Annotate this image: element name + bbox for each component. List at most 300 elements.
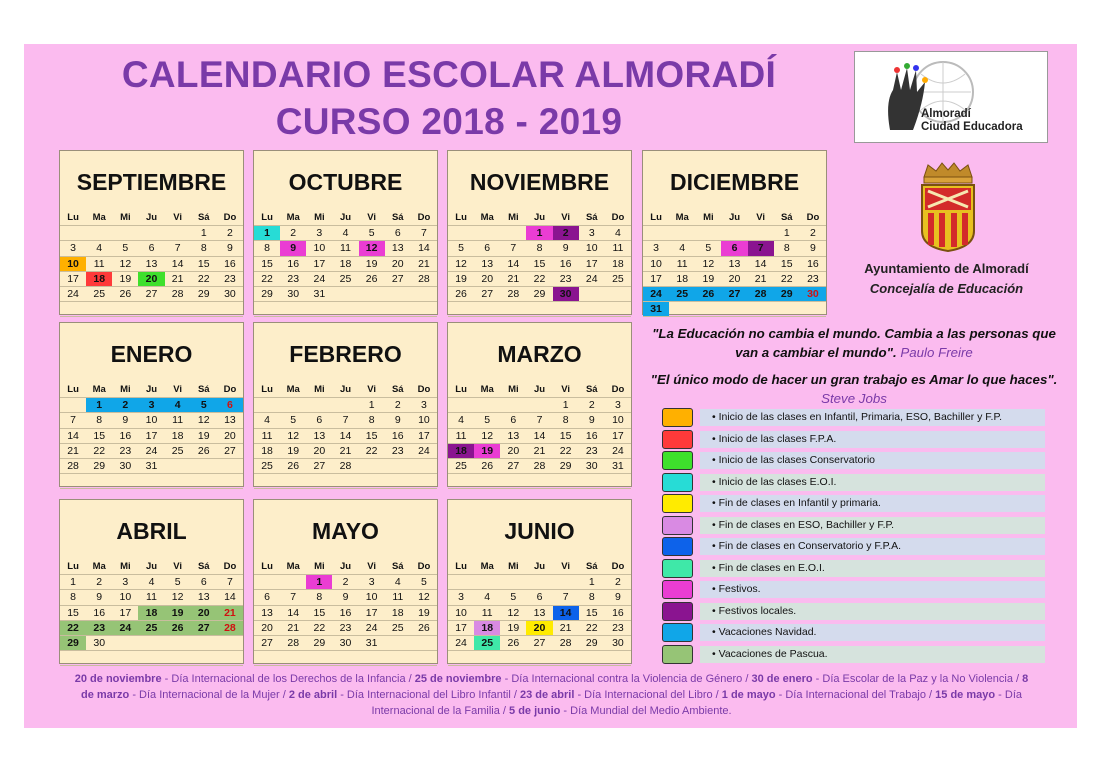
day-cell: 6: [721, 241, 747, 256]
day-cell: 31: [138, 459, 164, 474]
day-cell: 23: [86, 621, 112, 636]
day-cell: 21: [217, 606, 243, 621]
footer-description: - Día Internacional contra la Violencia de Género /: [501, 673, 752, 685]
empty-cell: [748, 302, 774, 317]
weekday-header: Vi: [553, 383, 579, 398]
empty-cell: [60, 398, 86, 413]
day-cell: 2: [605, 575, 631, 590]
day-cell: 26: [191, 444, 217, 459]
footer-description: - Día Internacional del Libro Infantil /: [337, 689, 520, 701]
empty-cell: [553, 651, 579, 666]
empty-cell: [60, 651, 86, 666]
day-cell: 7: [500, 241, 526, 256]
day-cell: 10: [112, 590, 138, 605]
footer-notes: [74, 671, 1029, 719]
empty-cell: [411, 636, 437, 651]
month-name: ABRIL: [116, 518, 187, 544]
legend-item: [662, 407, 1047, 429]
empty-cell: [86, 474, 112, 489]
month-junio: [447, 499, 632, 664]
day-cell: 21: [553, 621, 579, 636]
day-cell: 28: [411, 272, 437, 287]
day-cell: 2: [385, 398, 411, 413]
day-cell: 15: [774, 257, 800, 272]
day-cell: 3: [138, 398, 164, 413]
empty-cell: [385, 287, 411, 302]
day-cell: 24: [605, 444, 631, 459]
legend-swatch: [662, 408, 693, 427]
day-cell: 24: [448, 636, 474, 651]
weekday-header: Mi: [500, 211, 526, 226]
day-cell: 27: [500, 459, 526, 474]
footer-description: - Día Internacional de la Familia /: [371, 689, 1022, 717]
empty-cell: [526, 302, 552, 317]
day-cell: 23: [385, 444, 411, 459]
empty-cell: [579, 474, 605, 489]
legend-label: • Festivos.: [700, 581, 1045, 598]
day-cell: 14: [553, 606, 579, 621]
day-cell: 13: [191, 590, 217, 605]
day-cell: 11: [254, 429, 280, 444]
day-cell: 20: [306, 444, 332, 459]
day-cell: 14: [280, 606, 306, 621]
day-cell: 8: [553, 413, 579, 428]
day-cell: 21: [411, 257, 437, 272]
empty-cell: [138, 636, 164, 651]
empty-cell: [774, 302, 800, 317]
weekday-header: Ju: [526, 211, 552, 226]
day-cell: 1: [86, 398, 112, 413]
empty-cell: [332, 474, 358, 489]
day-cell: 28: [526, 459, 552, 474]
day-cell: 22: [526, 272, 552, 287]
weekday-header: Vi: [165, 383, 191, 398]
month-febrero: [253, 322, 438, 487]
day-cell: 4: [332, 226, 358, 241]
weekday-header: Sá: [579, 211, 605, 226]
day-cell: 20: [254, 621, 280, 636]
day-cell: 11: [332, 241, 358, 256]
day-cell: 29: [86, 459, 112, 474]
day-cell: 17: [138, 429, 164, 444]
legend-swatch: [662, 430, 693, 449]
day-cell: 10: [306, 241, 332, 256]
day-cell: 20: [721, 272, 747, 287]
day-cell: 19: [474, 444, 500, 459]
day-cell: 26: [165, 621, 191, 636]
empty-cell: [500, 302, 526, 317]
weekday-header: Lu: [448, 560, 474, 575]
empty-cell: [112, 302, 138, 317]
empty-cell: [800, 302, 826, 317]
day-cell: 27: [191, 621, 217, 636]
day-cell: 5: [448, 241, 474, 256]
footer-date: 20 de noviembre: [74, 673, 162, 685]
weekday-header: Do: [411, 560, 437, 575]
legend-swatch: [662, 494, 693, 513]
day-cell: 24: [306, 272, 332, 287]
weekday-header: Ju: [138, 211, 164, 226]
month-name: ENERO: [110, 341, 193, 367]
day-cell: 10: [60, 257, 86, 272]
day-cell: 12: [112, 257, 138, 272]
legend-swatch: [662, 516, 693, 535]
day-cell: 28: [60, 459, 86, 474]
day-cell: 12: [474, 429, 500, 444]
empty-cell: [191, 474, 217, 489]
legend-label: • Fin de clases en ESO, Bachiller y F.P.: [700, 517, 1045, 534]
weekday-header: Ma: [474, 383, 500, 398]
day-cell: 8: [86, 413, 112, 428]
empty-cell: [411, 287, 437, 302]
day-cell: 23: [332, 621, 358, 636]
day-cell: 7: [332, 413, 358, 428]
weekday-header: Vi: [359, 383, 385, 398]
day-cell: 22: [553, 444, 579, 459]
footer-date: 15 de mayo: [935, 689, 996, 701]
month-mayo: [253, 499, 438, 664]
empty-cell: [553, 575, 579, 590]
day-cell: 19: [359, 257, 385, 272]
day-cell: 12: [695, 257, 721, 272]
day-cell: 27: [721, 287, 747, 302]
day-cell: 21: [165, 272, 191, 287]
day-cell: 9: [553, 241, 579, 256]
month-diciembre: [642, 150, 827, 315]
empty-cell: [474, 575, 500, 590]
day-cell: 22: [60, 621, 86, 636]
legend-swatch: [662, 559, 693, 578]
legend-label: • Inicio de las clases F.P.A.: [700, 431, 1045, 448]
day-cell: 25: [474, 636, 500, 651]
footer-description: - Día Escolar de la Paz y la No Violencia /: [812, 673, 1023, 685]
weekday-header: Mi: [112, 211, 138, 226]
day-cell: 12: [448, 257, 474, 272]
day-cell: 13: [217, 413, 243, 428]
logo-line-1: Almoradí: [921, 108, 971, 120]
day-cell: 18: [385, 606, 411, 621]
day-cell: 13: [138, 257, 164, 272]
weekday-header: Ma: [280, 383, 306, 398]
legend-label: • Vacaciones Navidad.: [700, 624, 1045, 641]
day-cell: 19: [500, 621, 526, 636]
empty-cell: [669, 226, 695, 241]
day-cell: 25: [332, 272, 358, 287]
empty-cell: [191, 459, 217, 474]
empty-cell: [306, 302, 332, 317]
empty-cell: [579, 302, 605, 317]
weekday-header: Lu: [60, 560, 86, 575]
weekday-header: Vi: [748, 211, 774, 226]
day-grid: [60, 560, 243, 666]
day-cell: 24: [411, 444, 437, 459]
day-cell: 11: [474, 606, 500, 621]
legend-swatch: [662, 623, 693, 642]
day-cell: 5: [411, 575, 437, 590]
empty-cell: [138, 651, 164, 666]
day-cell: 30: [553, 287, 579, 302]
empty-cell: [254, 575, 280, 590]
weekday-header: Ma: [669, 211, 695, 226]
empty-cell: [112, 474, 138, 489]
day-cell: 15: [553, 429, 579, 444]
day-grid: [448, 560, 631, 666]
empty-cell: [500, 474, 526, 489]
empty-cell: [280, 651, 306, 666]
weekday-header: Mi: [695, 211, 721, 226]
day-cell: 7: [217, 575, 243, 590]
legend-item: [662, 450, 1047, 472]
weekday-header: Ma: [280, 211, 306, 226]
day-cell: 15: [359, 429, 385, 444]
day-cell: 6: [191, 575, 217, 590]
empty-cell: [411, 459, 437, 474]
weekday-header: Lu: [60, 383, 86, 398]
day-cell: 15: [579, 606, 605, 621]
weekday-header: Ma: [474, 211, 500, 226]
empty-cell: [306, 651, 332, 666]
day-cell: 25: [448, 459, 474, 474]
day-cell: 5: [191, 398, 217, 413]
day-cell: 26: [695, 287, 721, 302]
empty-cell: [86, 651, 112, 666]
calendar-poster: [24, 44, 1077, 728]
day-cell: 27: [217, 444, 243, 459]
day-cell: 8: [306, 590, 332, 605]
day-cell: 27: [306, 459, 332, 474]
weekday-header: Do: [605, 211, 631, 226]
day-cell: 9: [605, 590, 631, 605]
day-cell: 27: [138, 287, 164, 302]
day-cell: 22: [254, 272, 280, 287]
day-cell: 9: [800, 241, 826, 256]
day-cell: 17: [579, 257, 605, 272]
day-grid: [254, 383, 437, 489]
empty-cell: [60, 302, 86, 317]
empty-cell: [112, 651, 138, 666]
empty-cell: [605, 651, 631, 666]
day-cell: 26: [448, 287, 474, 302]
quote-1-author: Paulo Freire: [900, 345, 973, 360]
day-cell: 23: [800, 272, 826, 287]
day-cell: 1: [359, 398, 385, 413]
weekday-header: Ma: [86, 383, 112, 398]
month-name: FEBRERO: [289, 341, 402, 367]
day-cell: 30: [112, 459, 138, 474]
empty-cell: [500, 651, 526, 666]
legend-swatch: [662, 580, 693, 599]
empty-cell: [86, 302, 112, 317]
day-cell: 23: [217, 272, 243, 287]
weekday-header: Mi: [500, 560, 526, 575]
day-cell: 29: [306, 636, 332, 651]
institution-department: Concejalía de Educación: [869, 281, 1024, 296]
day-cell: 24: [359, 621, 385, 636]
day-cell: 20: [500, 444, 526, 459]
empty-cell: [605, 287, 631, 302]
day-cell: 29: [254, 287, 280, 302]
day-cell: 11: [86, 257, 112, 272]
day-cell: 3: [112, 575, 138, 590]
weekday-header: Do: [217, 383, 243, 398]
day-cell: 5: [359, 226, 385, 241]
day-cell: 12: [411, 590, 437, 605]
day-cell: 22: [774, 272, 800, 287]
day-cell: 9: [280, 241, 306, 256]
day-cell: 25: [254, 459, 280, 474]
day-cell: 30: [605, 636, 631, 651]
day-cell: 17: [448, 621, 474, 636]
day-cell: 25: [669, 287, 695, 302]
empty-cell: [217, 459, 243, 474]
day-cell: 2: [800, 226, 826, 241]
day-cell: 3: [411, 398, 437, 413]
day-cell: 24: [579, 272, 605, 287]
day-cell: 4: [254, 413, 280, 428]
empty-cell: [217, 636, 243, 651]
day-cell: 22: [359, 444, 385, 459]
day-cell: 6: [306, 413, 332, 428]
empty-cell: [306, 398, 332, 413]
empty-cell: [385, 651, 411, 666]
day-cell: 16: [280, 257, 306, 272]
empty-cell: [721, 302, 747, 317]
weekday-header: Sá: [579, 560, 605, 575]
legend-item: [662, 472, 1047, 494]
day-cell: 23: [605, 621, 631, 636]
empty-cell: [165, 226, 191, 241]
day-cell: 7: [526, 413, 552, 428]
day-cell: 22: [191, 272, 217, 287]
weekday-header: Sá: [385, 211, 411, 226]
day-cell: 13: [306, 429, 332, 444]
day-cell: 31: [643, 302, 669, 317]
day-cell: 8: [254, 241, 280, 256]
day-cell: 26: [359, 272, 385, 287]
day-cell: 2: [112, 398, 138, 413]
day-cell: 13: [721, 257, 747, 272]
empty-cell: [359, 474, 385, 489]
empty-cell: [448, 575, 474, 590]
day-cell: 24: [138, 444, 164, 459]
empty-cell: [721, 226, 747, 241]
empty-cell: [448, 651, 474, 666]
day-cell: 23: [280, 272, 306, 287]
weekday-header: Ma: [86, 560, 112, 575]
day-cell: 8: [359, 413, 385, 428]
weekday-header: Vi: [553, 211, 579, 226]
weekday-header: Do: [605, 383, 631, 398]
day-cell: 1: [579, 575, 605, 590]
day-cell: 2: [86, 575, 112, 590]
month-name: MARZO: [497, 341, 582, 367]
day-cell: 13: [500, 429, 526, 444]
empty-cell: [526, 474, 552, 489]
empty-cell: [474, 226, 500, 241]
day-cell: 29: [60, 636, 86, 651]
weekday-header: Sá: [191, 211, 217, 226]
empty-cell: [748, 226, 774, 241]
legend-item: [662, 558, 1047, 580]
day-cell: 11: [165, 413, 191, 428]
empty-cell: [254, 474, 280, 489]
day-cell: 3: [605, 398, 631, 413]
day-cell: 10: [138, 413, 164, 428]
day-cell: 1: [553, 398, 579, 413]
day-cell: 13: [385, 241, 411, 256]
day-cell: 21: [526, 444, 552, 459]
day-cell: 16: [579, 429, 605, 444]
day-cell: 6: [500, 413, 526, 428]
day-cell: 5: [165, 575, 191, 590]
empty-cell: [448, 474, 474, 489]
empty-cell: [254, 398, 280, 413]
month-marzo: [447, 322, 632, 487]
weekday-header: Mi: [112, 560, 138, 575]
day-cell: 17: [112, 606, 138, 621]
empty-cell: [191, 302, 217, 317]
empty-cell: [500, 398, 526, 413]
day-cell: 18: [138, 606, 164, 621]
day-cell: 9: [579, 413, 605, 428]
footer-description: - Día Internacional del Trabajo /: [775, 689, 936, 701]
empty-cell: [191, 651, 217, 666]
day-cell: 19: [280, 444, 306, 459]
day-cell: 3: [448, 590, 474, 605]
day-cell: 3: [643, 241, 669, 256]
day-cell: 5: [500, 590, 526, 605]
legend-label: • Inicio de las clases en Infantil, Primaria, ESO, Bachiller y F.P.: [700, 409, 1045, 426]
day-cell: 6: [217, 398, 243, 413]
weekday-header: Do: [800, 211, 826, 226]
empty-cell: [254, 651, 280, 666]
weekday-header: Ju: [332, 211, 358, 226]
day-cell: 27: [526, 636, 552, 651]
empty-cell: [579, 287, 605, 302]
empty-cell: [332, 398, 358, 413]
day-cell: 12: [359, 241, 385, 256]
weekday-header: Vi: [165, 560, 191, 575]
weekday-header: Mi: [306, 211, 332, 226]
empty-cell: [411, 302, 437, 317]
day-cell: 26: [474, 459, 500, 474]
month-name: SEPTIEMBRE: [76, 169, 227, 195]
empty-cell: [695, 226, 721, 241]
day-cell: 28: [553, 636, 579, 651]
empty-cell: [112, 226, 138, 241]
day-cell: 10: [448, 606, 474, 621]
empty-cell: [605, 302, 631, 317]
day-cell: 15: [306, 606, 332, 621]
legend-item: [662, 536, 1047, 558]
day-cell: 30: [332, 636, 358, 651]
day-cell: 21: [280, 621, 306, 636]
weekday-header: Sá: [191, 560, 217, 575]
day-cell: 7: [60, 413, 86, 428]
day-cell: 18: [605, 257, 631, 272]
day-cell: 14: [500, 257, 526, 272]
day-cell: 11: [669, 257, 695, 272]
day-cell: 3: [579, 226, 605, 241]
footer-description: - Día Internacional de la Mujer /: [129, 689, 289, 701]
day-cell: 29: [191, 287, 217, 302]
day-cell: 29: [553, 459, 579, 474]
weekday-header: Ju: [138, 383, 164, 398]
empty-cell: [280, 474, 306, 489]
day-cell: 11: [138, 590, 164, 605]
day-cell: 31: [605, 459, 631, 474]
weekday-header: Ju: [526, 383, 552, 398]
